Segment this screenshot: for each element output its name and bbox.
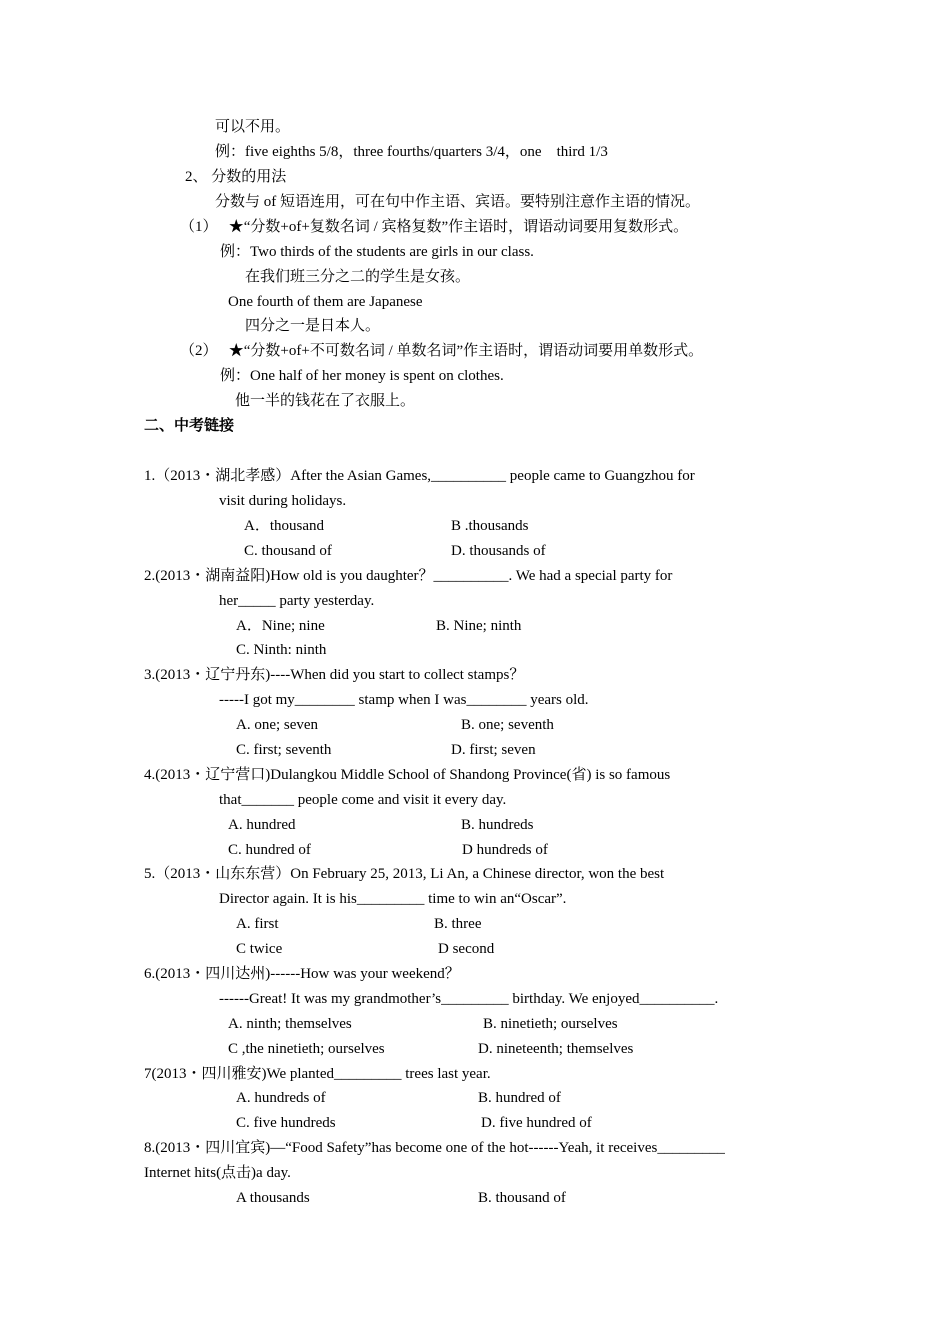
text-line: 可以不用。 xyxy=(215,119,291,135)
option-d: D. five hundred of xyxy=(481,1115,592,1131)
option-c: C. first; seventh xyxy=(236,742,332,758)
question-stem: 5.（2013・山东东营）On February 25, 2013, Li An, a Chinese director, won the best xyxy=(144,866,665,882)
option-c: C. five hundreds xyxy=(236,1115,336,1131)
question-stem: 1.（2013・湖北孝感）After the Asian Games,__________ people came to Guangzhou for xyxy=(144,468,695,484)
option-a: A. first xyxy=(236,916,279,932)
question-stem: 3.(2013・辽宁丹东)----When did you start to collect stamps？ xyxy=(144,667,525,683)
option-c: C ,the ninetieth; ourselves xyxy=(228,1041,385,1057)
question-stem: 2.(2013・湖南益阳)How old is you daughter？__________. We had a special party for xyxy=(144,568,673,584)
option-a: A. ninth; themselves xyxy=(228,1016,352,1032)
translation-line: 在我们班三分之二的学生是女孩。 xyxy=(245,269,471,285)
example-line: 例：One half of her money is spent on clothes. xyxy=(220,368,504,384)
section-title: 二、中考链接 xyxy=(144,418,235,434)
option-d: D. thousands of xyxy=(451,543,546,559)
translation-line: 四分之一是日本人。 xyxy=(245,318,381,334)
rule-line: （2） ★“分数+of+不可数名词 / 单数名词”作主语时，谓语动词要用单数形式。 xyxy=(180,343,704,359)
example-line: 例：Two thirds of the students are girls in our class. xyxy=(220,244,534,260)
question-stem-continued: Internet hits(点击)a day. xyxy=(144,1165,291,1181)
option-a: A．Nine; nine xyxy=(236,618,325,634)
option-c: C. Ninth: ninth xyxy=(236,642,327,658)
option-c: C. hundred of xyxy=(228,842,311,858)
question-stem: 8.(2013・四川宜宾)—“Food Safety”has become one of the hot------Yeah, it receives_________ xyxy=(144,1140,725,1156)
option-a: A. hundred xyxy=(228,817,296,833)
example-line: 例：five eighths 5/8，three fourths/quarters 3/4，one third 1/3 xyxy=(215,144,608,160)
option-a: A thousands xyxy=(236,1190,310,1206)
option-d: D hundreds of xyxy=(462,842,548,858)
option-b: B. hundreds xyxy=(461,817,534,833)
question-stem-continued: that_______ people come and visit it every day. xyxy=(219,792,507,808)
option-b: B. hundred of xyxy=(478,1090,561,1106)
option-b: B. three xyxy=(434,916,482,932)
option-a: A．thousand xyxy=(244,518,324,534)
option-c: C. thousand of xyxy=(244,543,332,559)
option-b: B. Nine; ninth xyxy=(436,618,522,634)
question-stem-continued: visit during holidays. xyxy=(219,493,347,509)
option-a: A. one; seven xyxy=(236,717,319,733)
section-heading: 2、 分数的用法 xyxy=(185,169,287,185)
text-line: 分数与 of 短语连用，可在句中作主语、宾语。要特别注意作主语的情况。 xyxy=(215,194,700,210)
question-stem-continued: -----I got my________ stamp when I was________ years old. xyxy=(219,692,589,708)
question-stem-continued: Director again. It is his_________ time to win an“Oscar”. xyxy=(219,891,567,907)
question-stem: 7(2013・四川雅安)We planted_________ trees last year. xyxy=(144,1066,491,1082)
option-b: B .thousands xyxy=(451,518,529,534)
question-stem-continued: her_____ party yesterday. xyxy=(219,593,375,609)
example-line: One fourth of them are Japanese xyxy=(228,294,423,310)
rule-line: （1） ★“分数+of+复数名词 / 宾格复数”作主语时，谓语动词要用复数形式。 xyxy=(180,219,689,235)
option-a: A. hundreds of xyxy=(236,1090,326,1106)
option-b: B. thousand of xyxy=(478,1190,566,1206)
option-d: D. nineteenth; themselves xyxy=(478,1041,634,1057)
question-stem-continued: ------Great! It was my grandmother’s_________ birthday. We enjoyed__________. xyxy=(219,991,719,1007)
option-d: D second xyxy=(438,941,495,957)
option-c: C twice xyxy=(236,941,283,957)
question-stem: 4.(2013・辽宁营口)Dulangkou Middle School of Shandong Province(省) is so famous xyxy=(144,767,671,783)
translation-line: 他一半的钱花在了衣服上。 xyxy=(235,393,416,409)
option-b: B. one; seventh xyxy=(461,717,554,733)
option-d: D. first; seven xyxy=(451,742,536,758)
question-stem: 6.(2013・四川达州)------How was your weekend？ xyxy=(144,966,460,982)
option-b: B. ninetieth; ourselves xyxy=(483,1016,618,1032)
